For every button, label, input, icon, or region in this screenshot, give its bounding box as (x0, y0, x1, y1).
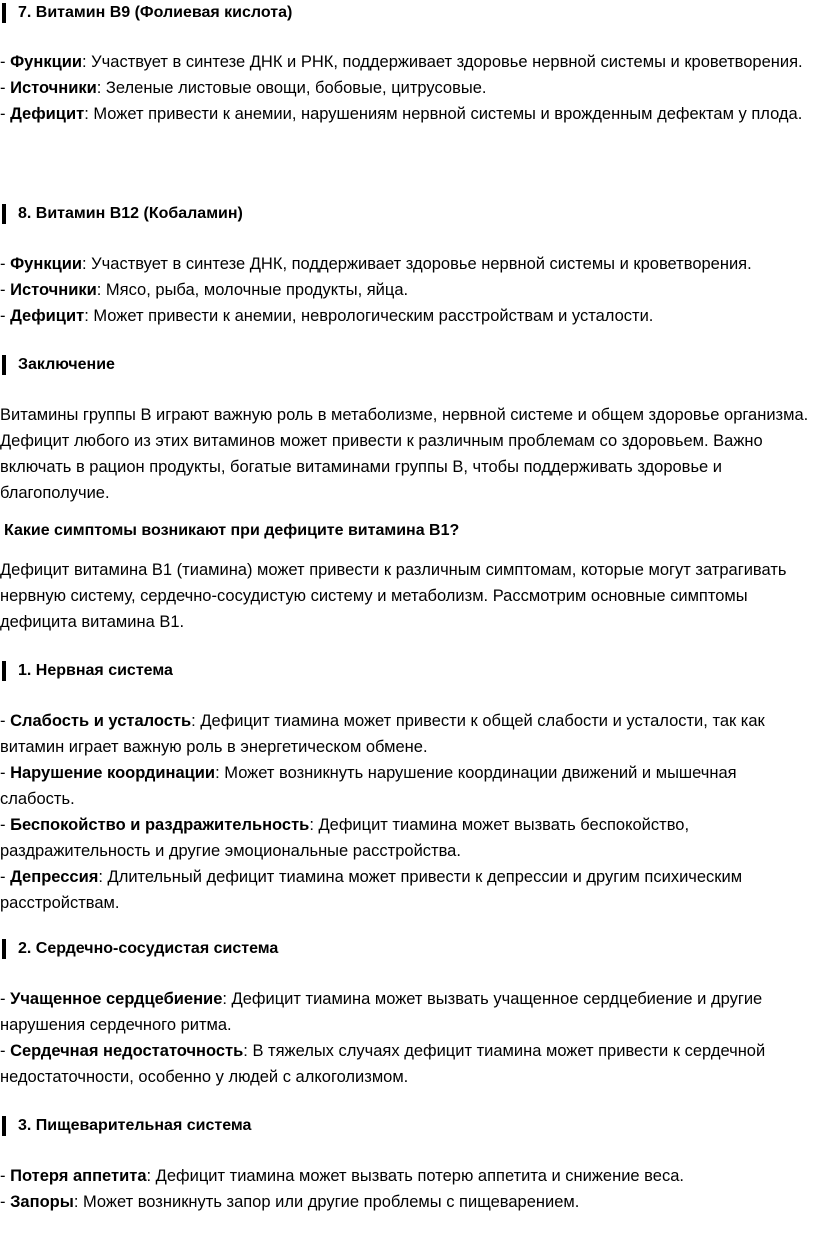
list-dash: - (0, 79, 11, 97)
section-title: Какие симптомы возникают при дефиците витамина B1? (4, 522, 460, 539)
list-text: : Может привести к анемии, неврологическим расстройствам и усталости. (84, 307, 654, 325)
paragraph-text: Дефицит витамина B1 (тиамина) может привести к различным симптомам, которые могут затрагивать нервную систему, сердечно-сосудистую систему и метаболизм. Рассмотрим основные симптомы дефицита витамина B1. (0, 561, 787, 631)
list-text: : Дефицит тиамина может вызвать учащенное сердцебиение и другие нарушения сердечного ритма. (0, 990, 763, 1034)
list-term: Дефицит (10, 307, 85, 325)
conclusion-paragraph (0, 402, 812, 506)
question-paragraph (0, 557, 812, 635)
list-term: Дефицит (10, 105, 85, 123)
list-dash: - (0, 764, 11, 782)
heading-bar-marker (2, 204, 6, 224)
section-heading-b12 (0, 201, 243, 227)
list-text: : Дефицит тиамина может вызвать беспокойство, раздражительность и другие эмоциональные расстройства. (0, 816, 690, 860)
heading-bar-marker (2, 3, 6, 23)
list-dash: - (0, 105, 11, 123)
list-item (0, 1189, 812, 1215)
list-term: Источники (10, 79, 97, 97)
section-list-b12 (0, 251, 812, 329)
section-title: 8. Витамин B12 (Кобаламин) (18, 205, 243, 222)
list-term: Слабость и усталость (10, 712, 192, 730)
section-heading-cardio (0, 936, 278, 962)
list-item (0, 812, 812, 864)
section-heading-b9 (0, 0, 292, 26)
list-dash: - (0, 255, 11, 273)
section-heading-digestive (0, 1113, 251, 1139)
section-title: 2. Сердечно-сосудистая система (18, 940, 279, 957)
list-item (0, 251, 812, 277)
section-list-nervous (0, 708, 812, 916)
list-text: : Участвует в синтезе ДНК, поддерживает здоровье нервной системы и кроветворения. (82, 255, 752, 273)
list-dash: - (0, 990, 11, 1008)
heading-bar-marker (2, 355, 6, 375)
list-dash: - (0, 868, 11, 886)
list-item (0, 1163, 812, 1189)
list-item (0, 986, 812, 1038)
section-heading-nervous (0, 658, 173, 684)
list-dash: - (0, 307, 11, 325)
list-dash: - (0, 1167, 11, 1185)
list-item (0, 101, 812, 127)
list-item (0, 303, 812, 329)
paragraph-text: Витамины группы B играют важную роль в метаболизме, нервной системе и общем здоровье организма. Дефицит любого из этих витаминов может привести к различным проблемам со здоровьем. Важно включать в рацион продукты, богатые витаминами группы B, чтобы поддерживать здоровье и благополучие. (0, 406, 809, 502)
section-title: Заключение (18, 356, 115, 373)
heading-bar-marker (2, 1116, 6, 1136)
list-term: Учащенное сердцебиение (10, 990, 223, 1008)
list-item (0, 49, 812, 75)
list-term: Функции (10, 255, 83, 273)
list-term: Потеря аппетита (10, 1167, 147, 1185)
list-text: : Зеленые листовые овощи, бобовые, цитрусовые. (96, 79, 487, 97)
list-text: : Дефицит тиамина может привести к общей слабости и усталости, так как витамин играет важную роль в энергетическом обмене. (0, 712, 765, 756)
list-dash: - (0, 1193, 11, 1211)
list-item (0, 75, 812, 101)
list-term: Сердечная недостаточность (10, 1042, 244, 1060)
heading-bar-marker (2, 661, 6, 681)
list-text: : Дефицит тиамина может вызвать потерю аппетита и снижение веса. (146, 1167, 684, 1185)
list-text: : Участвует в синтезе ДНК и РНК, поддерживает здоровье нервной системы и кроветворения. (82, 53, 803, 71)
section-heading-question (0, 518, 459, 544)
list-item (0, 1038, 812, 1090)
section-list-cardio (0, 986, 812, 1090)
list-text: : Может возникнуть запор или другие проблемы с пищеварением. (73, 1193, 580, 1211)
list-text: : Мясо, рыба, молочные продукты, яйца. (96, 281, 409, 299)
list-dash: - (0, 53, 11, 71)
section-title: 7. Витамин B9 (Фолиевая кислота) (18, 4, 293, 21)
section-list-digestive (0, 1163, 812, 1215)
section-title: 1. Нервная система (18, 662, 173, 679)
list-text: : Длительный дефицит тиамина может привести к депрессии и другим психическим расстройствам. (0, 868, 743, 912)
list-item (0, 760, 812, 812)
list-item (0, 708, 812, 760)
list-text: : Может возникнуть нарушение координации движений и мышечная слабость. (0, 764, 737, 808)
list-term: Депрессия (10, 868, 99, 886)
list-text: : В тяжелых случаях дефицит тиамина может привести к сердечной недостаточности, особенно у людей с алкоголизмом. (0, 1042, 766, 1086)
list-dash: - (0, 281, 11, 299)
list-dash: - (0, 816, 11, 834)
heading-bar-marker (2, 939, 6, 959)
list-term: Запоры (10, 1193, 74, 1211)
list-term: Функции (10, 53, 83, 71)
list-item (0, 864, 812, 916)
list-text: : Может привести к анемии, нарушениям нервной системы и врожденным дефектам у плода. (84, 105, 803, 123)
section-title: 3. Пищеварительная система (18, 1117, 252, 1134)
section-list-b9 (0, 49, 812, 127)
list-dash: - (0, 1042, 11, 1060)
list-item (0, 277, 812, 303)
list-term: Нарушение координации (10, 764, 216, 782)
list-term: Источники (10, 281, 97, 299)
section-heading-conclusion (0, 352, 115, 378)
list-term: Беспокойство и раздражительность (10, 816, 310, 834)
list-dash: - (0, 712, 11, 730)
